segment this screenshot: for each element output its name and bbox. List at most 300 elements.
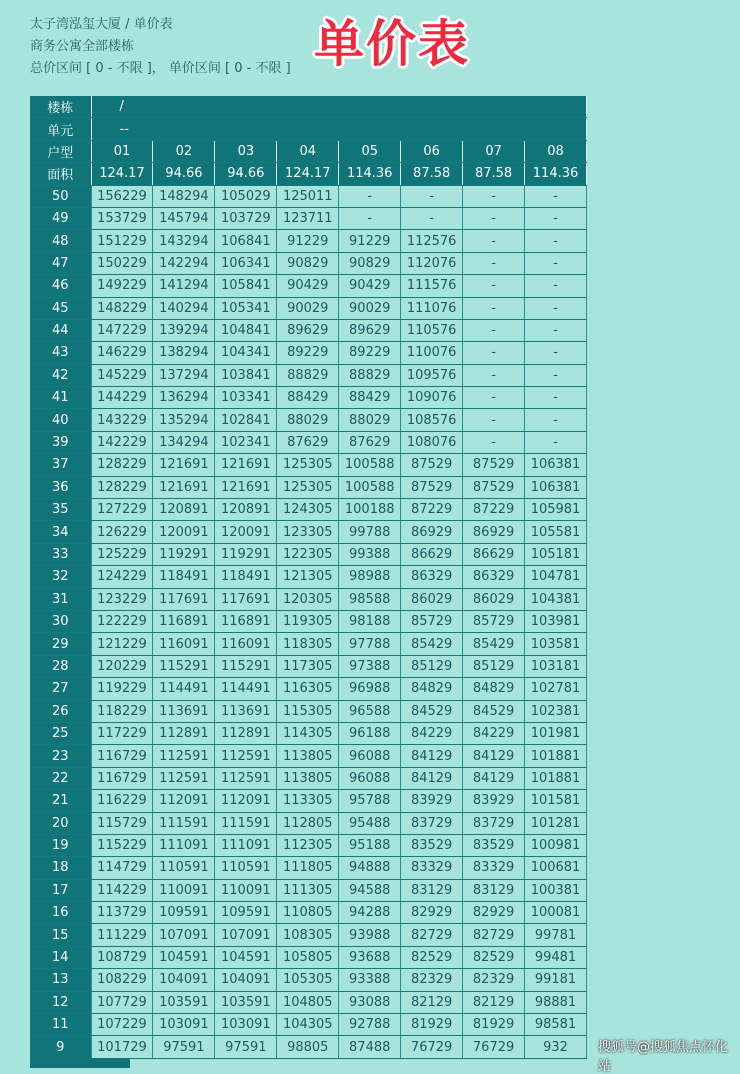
price-cell: 115291 bbox=[215, 655, 277, 677]
price-cell: 103091 bbox=[153, 1014, 215, 1036]
price-cell: 101729 bbox=[91, 1036, 153, 1058]
price-cell: 150229 bbox=[91, 252, 153, 274]
area-cell: 124.17 bbox=[277, 163, 339, 185]
price-cell: 125305 bbox=[277, 476, 339, 498]
price-cell: 123229 bbox=[91, 588, 153, 610]
price-cell: 87529 bbox=[463, 454, 525, 476]
table-row bbox=[30, 588, 587, 610]
price-cell: 116891 bbox=[153, 610, 215, 632]
floor-cell: 29 bbox=[30, 633, 91, 655]
price-cell: 148294 bbox=[153, 185, 215, 207]
price-cell: 104781 bbox=[525, 566, 587, 588]
floor-cell: 23 bbox=[30, 745, 91, 767]
price-cell: 103341 bbox=[215, 387, 277, 409]
price-cell: 121691 bbox=[153, 476, 215, 498]
price-cell: 90429 bbox=[339, 275, 401, 297]
price-cell: 111091 bbox=[153, 834, 215, 856]
price-cell: 82529 bbox=[401, 946, 463, 968]
floor-cell: 16 bbox=[30, 902, 91, 924]
price-cell: 88429 bbox=[277, 387, 339, 409]
price-cell: 125229 bbox=[91, 543, 153, 565]
price-cell: 92788 bbox=[339, 1014, 401, 1036]
price-cell: 125305 bbox=[277, 454, 339, 476]
price-cell: - bbox=[525, 431, 587, 453]
unit-row bbox=[30, 118, 587, 140]
price-cell: 104591 bbox=[215, 946, 277, 968]
price-cell: 139294 bbox=[153, 319, 215, 341]
price-cell: 83729 bbox=[401, 812, 463, 834]
price-cell: 116091 bbox=[215, 633, 277, 655]
price-cell: 100381 bbox=[525, 879, 587, 901]
building-label: 楼栋 bbox=[30, 96, 91, 118]
floor-cell: 13 bbox=[30, 969, 91, 991]
price-cell: 101281 bbox=[525, 812, 587, 834]
type-cell: 01 bbox=[91, 140, 153, 162]
price-cell: 85429 bbox=[463, 633, 525, 655]
price-cell: 116305 bbox=[277, 678, 339, 700]
price-cell: 145794 bbox=[153, 207, 215, 229]
table-row bbox=[30, 812, 587, 834]
price-cell: 90029 bbox=[339, 297, 401, 319]
price-cell: 113691 bbox=[215, 700, 277, 722]
price-cell: 117691 bbox=[215, 588, 277, 610]
table-row bbox=[30, 790, 587, 812]
scope-subtitle: 商务公寓全部楼栋 bbox=[30, 39, 135, 54]
price-cell: 83329 bbox=[401, 857, 463, 879]
table-row bbox=[30, 409, 587, 431]
price-cell: 102841 bbox=[215, 409, 277, 431]
floor-cell: 22 bbox=[30, 767, 91, 789]
price-cell: 87629 bbox=[339, 431, 401, 453]
price-cell: 112305 bbox=[277, 834, 339, 856]
floor-cell: 14 bbox=[30, 946, 91, 968]
price-cell: 84229 bbox=[463, 722, 525, 744]
price-cell: 106841 bbox=[215, 230, 277, 252]
price-cell: 106381 bbox=[525, 454, 587, 476]
floor-cell: 19 bbox=[30, 834, 91, 856]
price-cell: 98988 bbox=[339, 566, 401, 588]
price-cell: 116729 bbox=[91, 767, 153, 789]
price-cell: 103591 bbox=[153, 991, 215, 1013]
price-cell: - bbox=[525, 207, 587, 229]
table-row bbox=[30, 543, 587, 565]
table-row bbox=[30, 1036, 587, 1058]
price-cell: 106341 bbox=[215, 252, 277, 274]
price-cell: 83929 bbox=[463, 790, 525, 812]
table-row bbox=[30, 834, 587, 856]
table-row bbox=[30, 879, 587, 901]
price-cell: 113805 bbox=[277, 745, 339, 767]
price-cell: 123305 bbox=[277, 521, 339, 543]
table-row bbox=[30, 902, 587, 924]
price-cell: 98588 bbox=[339, 588, 401, 610]
price-cell: 112891 bbox=[215, 722, 277, 744]
price-cell: 111091 bbox=[215, 834, 277, 856]
price-cell: 91229 bbox=[339, 230, 401, 252]
area-cell: 114.36 bbox=[339, 163, 401, 185]
price-cell: 83329 bbox=[463, 857, 525, 879]
price-cell: 86929 bbox=[401, 521, 463, 543]
price-cell: 100188 bbox=[339, 499, 401, 521]
floor-cell: 46 bbox=[30, 275, 91, 297]
price-cell: 88829 bbox=[339, 364, 401, 386]
price-cell: 156229 bbox=[91, 185, 153, 207]
price-cell: 86629 bbox=[463, 543, 525, 565]
price-cell: 114305 bbox=[277, 722, 339, 744]
price-cell: 98581 bbox=[525, 1014, 587, 1036]
type-cell: 07 bbox=[463, 140, 525, 162]
price-cell: 86329 bbox=[401, 566, 463, 588]
price-cell: 138294 bbox=[153, 342, 215, 364]
table-row bbox=[30, 230, 587, 252]
price-cell: 110091 bbox=[153, 879, 215, 901]
floor-cell: 18 bbox=[30, 857, 91, 879]
price-cell: 111805 bbox=[277, 857, 339, 879]
floor-cell: 21 bbox=[30, 790, 91, 812]
price-cell: 103841 bbox=[215, 364, 277, 386]
price-cell: 116891 bbox=[215, 610, 277, 632]
price-cell: 82729 bbox=[463, 924, 525, 946]
price-cell: 104805 bbox=[277, 991, 339, 1013]
price-cell: 91229 bbox=[277, 230, 339, 252]
table-row bbox=[30, 924, 587, 946]
price-cell: 112091 bbox=[153, 790, 215, 812]
price-cell: 85129 bbox=[463, 655, 525, 677]
price-cell: 82129 bbox=[401, 991, 463, 1013]
price-cell: 85729 bbox=[401, 610, 463, 632]
price-cell: 101881 bbox=[525, 767, 587, 789]
price-cell: - bbox=[463, 275, 525, 297]
price-cell: 118491 bbox=[153, 566, 215, 588]
price-cell: 90029 bbox=[277, 297, 339, 319]
price-cell: 114491 bbox=[215, 678, 277, 700]
price-cell: 85429 bbox=[401, 633, 463, 655]
price-cell: 111229 bbox=[91, 924, 153, 946]
price-cell: - bbox=[525, 409, 587, 431]
price-cell: 104091 bbox=[215, 969, 277, 991]
price-cell: 87529 bbox=[401, 476, 463, 498]
table-row bbox=[30, 610, 587, 632]
floor-cell: 25 bbox=[30, 722, 91, 744]
price-cell: 111076 bbox=[401, 297, 463, 319]
table-row bbox=[30, 387, 587, 409]
price-cell: 121691 bbox=[215, 454, 277, 476]
filter-range-text: 总价区间 [ 0 - 不限 ]， 单价区间 [ 0 - 不限 ] bbox=[30, 61, 291, 76]
price-cell: 107091 bbox=[153, 924, 215, 946]
price-cell: 112591 bbox=[153, 745, 215, 767]
floor-cell: 43 bbox=[30, 342, 91, 364]
floor-cell: 15 bbox=[30, 924, 91, 946]
price-cell: 103981 bbox=[525, 610, 587, 632]
price-cell: 112576 bbox=[401, 230, 463, 252]
price-cell: 83729 bbox=[463, 812, 525, 834]
price-cell: 116229 bbox=[91, 790, 153, 812]
price-cell: 84129 bbox=[463, 745, 525, 767]
floor-cell: 41 bbox=[30, 387, 91, 409]
price-cell: - bbox=[525, 319, 587, 341]
price-cell: 86029 bbox=[463, 588, 525, 610]
price-cell: 94288 bbox=[339, 902, 401, 924]
price-cell: 116729 bbox=[91, 745, 153, 767]
table-row bbox=[30, 946, 587, 968]
price-cell: 84129 bbox=[401, 767, 463, 789]
price-cell: 110805 bbox=[277, 902, 339, 924]
price-cell: 112591 bbox=[215, 767, 277, 789]
page-header bbox=[30, 14, 291, 80]
area-row bbox=[30, 163, 587, 185]
price-cell: 107091 bbox=[215, 924, 277, 946]
price-cell: 76729 bbox=[401, 1036, 463, 1058]
price-cell: - bbox=[525, 185, 587, 207]
price-cell: 110091 bbox=[215, 879, 277, 901]
price-cell: 100588 bbox=[339, 454, 401, 476]
price-cell: 98805 bbox=[277, 1036, 339, 1058]
price-cell: 98188 bbox=[339, 610, 401, 632]
price-cell: 104381 bbox=[525, 588, 587, 610]
floor-cell: 36 bbox=[30, 476, 91, 498]
price-cell: 109576 bbox=[401, 364, 463, 386]
price-cell: 112076 bbox=[401, 252, 463, 274]
table-row bbox=[30, 678, 587, 700]
price-cell: 120091 bbox=[215, 521, 277, 543]
price-cell: - bbox=[463, 409, 525, 431]
price-cell: 143294 bbox=[153, 230, 215, 252]
floor-cell: 49 bbox=[30, 207, 91, 229]
price-cell: 128229 bbox=[91, 454, 153, 476]
price-cell: 103091 bbox=[215, 1014, 277, 1036]
price-cell: 114729 bbox=[91, 857, 153, 879]
price-cell: 83129 bbox=[463, 879, 525, 901]
price-cell: 128229 bbox=[91, 476, 153, 498]
price-cell: - bbox=[339, 185, 401, 207]
price-cell: 89629 bbox=[339, 319, 401, 341]
price-cell: - bbox=[463, 230, 525, 252]
price-cell: 105341 bbox=[215, 297, 277, 319]
price-cell: 101581 bbox=[525, 790, 587, 812]
price-cell: 87229 bbox=[463, 499, 525, 521]
price-cell: 105305 bbox=[277, 969, 339, 991]
price-cell: 125011 bbox=[277, 185, 339, 207]
price-cell: 119291 bbox=[215, 543, 277, 565]
price-cell: 145229 bbox=[91, 364, 153, 386]
price-cell: 99781 bbox=[525, 924, 587, 946]
price-cell: 105841 bbox=[215, 275, 277, 297]
price-cell: 86329 bbox=[463, 566, 525, 588]
table-row bbox=[30, 476, 587, 498]
floor-cell: 30 bbox=[30, 610, 91, 632]
price-cell: 113305 bbox=[277, 790, 339, 812]
price-cell: 99181 bbox=[525, 969, 587, 991]
price-cell: 115291 bbox=[153, 655, 215, 677]
price-cell: 121229 bbox=[91, 633, 153, 655]
price-cell: 84829 bbox=[401, 678, 463, 700]
price-cell: 82529 bbox=[463, 946, 525, 968]
price-cell: 89229 bbox=[277, 342, 339, 364]
price-cell: 83929 bbox=[401, 790, 463, 812]
price-cell: 111305 bbox=[277, 879, 339, 901]
price-cell: 120229 bbox=[91, 655, 153, 677]
floor-cell: 35 bbox=[30, 499, 91, 521]
price-cell: 106381 bbox=[525, 476, 587, 498]
price-cell: 103181 bbox=[525, 655, 587, 677]
floor-cell: 31 bbox=[30, 588, 91, 610]
type-cell: 03 bbox=[215, 140, 277, 162]
breadcrumb-title: 太子湾泓玺大厦 / 单价表 bbox=[30, 17, 173, 32]
price-cell: 107229 bbox=[91, 1014, 153, 1036]
price-cell: 111591 bbox=[153, 812, 215, 834]
price-cell: - bbox=[463, 185, 525, 207]
price-cell: - bbox=[525, 230, 587, 252]
table-row bbox=[30, 1014, 587, 1036]
price-cell: 94888 bbox=[339, 857, 401, 879]
price-cell: 103729 bbox=[215, 207, 277, 229]
price-cell: 108229 bbox=[91, 969, 153, 991]
price-cell: 113805 bbox=[277, 767, 339, 789]
table-row bbox=[30, 722, 587, 744]
price-cell: 89629 bbox=[277, 319, 339, 341]
price-cell: 82729 bbox=[401, 924, 463, 946]
price-cell: 112805 bbox=[277, 812, 339, 834]
price-cell: 135294 bbox=[153, 409, 215, 431]
price-table-banner: 单价表 bbox=[314, 15, 470, 73]
table-row bbox=[30, 499, 587, 521]
price-cell: 117691 bbox=[153, 588, 215, 610]
price-cell: 104305 bbox=[277, 1014, 339, 1036]
price-cell: 84529 bbox=[463, 700, 525, 722]
price-cell: 108305 bbox=[277, 924, 339, 946]
price-cell: 105981 bbox=[525, 499, 587, 521]
area-cell: 124.17 bbox=[91, 163, 153, 185]
price-cell: - bbox=[339, 207, 401, 229]
type-cell: 04 bbox=[277, 140, 339, 162]
price-cell: 100588 bbox=[339, 476, 401, 498]
price-cell: 126229 bbox=[91, 521, 153, 543]
floor-cell: 34 bbox=[30, 521, 91, 543]
table-row bbox=[30, 767, 587, 789]
price-cell: 120891 bbox=[153, 499, 215, 521]
floor-cell: 27 bbox=[30, 678, 91, 700]
price-cell: 84129 bbox=[401, 745, 463, 767]
floor-cell: 12 bbox=[30, 991, 91, 1013]
table-row bbox=[30, 454, 587, 476]
floor-cell: 28 bbox=[30, 655, 91, 677]
price-cell: 82929 bbox=[401, 902, 463, 924]
price-cell: 104091 bbox=[153, 969, 215, 991]
price-cell: 147229 bbox=[91, 319, 153, 341]
price-cell: 97788 bbox=[339, 633, 401, 655]
price-cell: 97388 bbox=[339, 655, 401, 677]
price-cell: 84829 bbox=[463, 678, 525, 700]
price-cell: 115305 bbox=[277, 700, 339, 722]
price-cell: 142294 bbox=[153, 252, 215, 274]
price-cell: 87229 bbox=[401, 499, 463, 521]
price-cell: 112091 bbox=[215, 790, 277, 812]
price-cell: 96188 bbox=[339, 722, 401, 744]
price-cell: 85129 bbox=[401, 655, 463, 677]
price-cell: 102341 bbox=[215, 431, 277, 453]
price-cell: 100681 bbox=[525, 857, 587, 879]
price-cell: 103581 bbox=[525, 633, 587, 655]
price-cell: 115729 bbox=[91, 812, 153, 834]
price-cell: - bbox=[463, 342, 525, 364]
price-cell: - bbox=[401, 185, 463, 207]
price-cell: 82329 bbox=[401, 969, 463, 991]
price-cell: 151229 bbox=[91, 230, 153, 252]
table-row bbox=[30, 185, 587, 207]
price-cell: 98881 bbox=[525, 991, 587, 1013]
price-cell: 105581 bbox=[525, 521, 587, 543]
floor-cell: 26 bbox=[30, 700, 91, 722]
price-cell: 119229 bbox=[91, 678, 153, 700]
table-row bbox=[30, 857, 587, 879]
price-cell: 112591 bbox=[215, 745, 277, 767]
price-cell: 97591 bbox=[215, 1036, 277, 1058]
price-cell: 87629 bbox=[277, 431, 339, 453]
price-cell: 81929 bbox=[463, 1014, 525, 1036]
price-cell: - bbox=[525, 275, 587, 297]
price-cell: 124305 bbox=[277, 499, 339, 521]
price-cell: 94588 bbox=[339, 879, 401, 901]
table-row bbox=[30, 252, 587, 274]
price-cell: 83529 bbox=[401, 834, 463, 856]
price-cell: 82129 bbox=[463, 991, 525, 1013]
price-cell: 111576 bbox=[401, 275, 463, 297]
footer-bar bbox=[30, 1058, 130, 1068]
price-cell: 88829 bbox=[277, 364, 339, 386]
price-cell: 109076 bbox=[401, 387, 463, 409]
price-cell: 117305 bbox=[277, 655, 339, 677]
price-cell: 109591 bbox=[215, 902, 277, 924]
table-row bbox=[30, 342, 587, 364]
price-cell: 149229 bbox=[91, 275, 153, 297]
price-table-body bbox=[30, 96, 587, 1058]
price-cell: 122229 bbox=[91, 610, 153, 632]
price-cell: 114229 bbox=[91, 879, 153, 901]
price-cell: 120305 bbox=[277, 588, 339, 610]
table-row bbox=[30, 297, 587, 319]
table-row bbox=[30, 431, 587, 453]
floor-cell: 32 bbox=[30, 566, 91, 588]
price-cell: 143229 bbox=[91, 409, 153, 431]
price-cell: 146229 bbox=[91, 342, 153, 364]
price-cell: 104341 bbox=[215, 342, 277, 364]
price-cell: 101881 bbox=[525, 745, 587, 767]
price-cell: 86629 bbox=[401, 543, 463, 565]
price-cell: 120891 bbox=[215, 499, 277, 521]
price-cell: 81929 bbox=[401, 1014, 463, 1036]
price-cell: 932 bbox=[525, 1036, 587, 1058]
price-cell: - bbox=[463, 387, 525, 409]
table-row bbox=[30, 364, 587, 386]
price-cell: 87529 bbox=[401, 454, 463, 476]
area-cell: 94.66 bbox=[153, 163, 215, 185]
price-cell: 134294 bbox=[153, 431, 215, 453]
price-cell: 119305 bbox=[277, 610, 339, 632]
price-cell: 112891 bbox=[153, 722, 215, 744]
price-cell: 99788 bbox=[339, 521, 401, 543]
price-cell: 90429 bbox=[277, 275, 339, 297]
area-cell: 114.36 bbox=[525, 163, 587, 185]
price-cell: 93388 bbox=[339, 969, 401, 991]
price-cell: 99388 bbox=[339, 543, 401, 565]
table-row bbox=[30, 319, 587, 341]
type-cell: 08 bbox=[525, 140, 587, 162]
price-cell: 102381 bbox=[525, 700, 587, 722]
price-cell: 113729 bbox=[91, 902, 153, 924]
floor-cell: 45 bbox=[30, 297, 91, 319]
unit-price-table bbox=[30, 96, 587, 1059]
type-label: 户型 bbox=[30, 140, 91, 162]
